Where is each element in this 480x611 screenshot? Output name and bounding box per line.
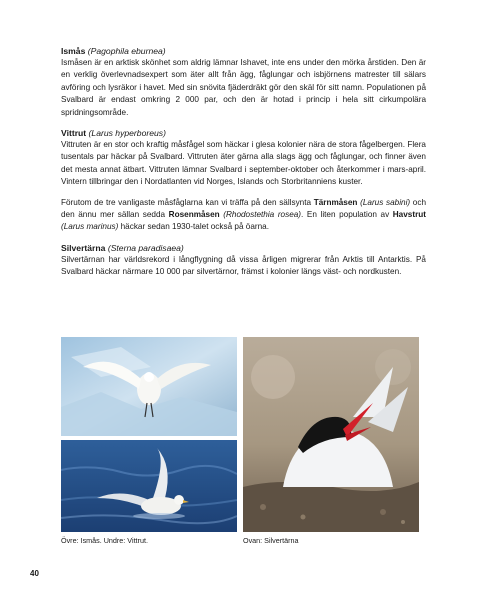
species-name: Rosenmåsen <box>168 210 220 220</box>
species-latin: (Larus marinus) <box>61 222 119 232</box>
photo-caption-right: Ovan: Silvertärna <box>243 536 299 545</box>
heading-latin: (Larus hyperboreus) <box>88 128 166 139</box>
heading-arctic-tern <box>61 242 426 254</box>
species-latin: (Rhodostethia rosea) <box>223 210 302 220</box>
species-name: Tärnmåsen <box>313 197 358 207</box>
text-run: häckar sedan 1930-talet också på öarna. <box>118 222 270 232</box>
species-latin: (Larus sabini) <box>360 197 411 207</box>
text-run: och den ännu mer sällan sedda <box>61 197 427 220</box>
species-name: Havstrut <box>392 210 426 220</box>
heading-title: Ismås <box>61 46 86 56</box>
heading-title: Vittrut <box>61 128 87 139</box>
ivory-gull-photo <box>61 337 237 436</box>
heading-latin: (Sterna paradisaea) <box>107 242 184 253</box>
paragraph-ivory-gull: Ismåsen är en arktisk skönhet som aldrig lämnar Ishavet, inte ens under den mörka årstiden. Den är en verklig överlevnadsexpert som äter allt från ägg, fåglungar och isbjörnens matrester till sälars avföring och lysräkor i havet. Med sin snövita fjäderdräkt gör den skäl för sitt namn. Populationen på Svalbard är endast omkring 2 000 par, och den är hotad i princip i hela sitt cirkumpolära spridningsområde. <box>61 58 426 117</box>
glaucous-gull-photo <box>61 440 237 532</box>
heading-latin: (Pagophila eburnea) <box>87 46 166 56</box>
paragraph-arctic-tern: Silvertärnan har världsrekord i långflygning då vissa årligen migrerar från Arktis till Antarktis. På Svalbard häckar närmare 10 000 par silvertärnor, främst i kolonier längs väst- och nordkusten. <box>61 254 426 277</box>
heading-title: Silvertärna <box>61 242 106 253</box>
photo-caption-left: Övre: Ismås. Undre: Vittrut. <box>61 536 148 545</box>
arctic-tern-photo <box>243 337 419 532</box>
text-run: . En liten population av <box>301 210 393 220</box>
heading-ivory-gull <box>61 45 426 57</box>
text-run: Förutom de tre vanligaste måsfåglarna kan vi träffa på den sällsynta <box>61 197 314 207</box>
paragraph-glaucous-gull: Vittruten är en stor och kraftig måsfågel som häckar i glesa kolonier nära de stora fågelbergen. Flera tusentals par häckar på Svalbard. Vittruten äter gärna alla slags ägg och fåglungar, och finner även det mesta annat ätbart. Vittruten lämnar Svalbard i september-oktober och återkommer i mars-april. Vintern tillbringar den i Nordatlanten vid Norges, Islands och Storbritanniens kuster. <box>61 140 426 187</box>
page-number: 40 <box>30 569 39 578</box>
heading-glaucous-gull <box>61 127 426 139</box>
paragraph-other-gulls <box>61 197 426 234</box>
text-column <box>61 45 426 279</box>
